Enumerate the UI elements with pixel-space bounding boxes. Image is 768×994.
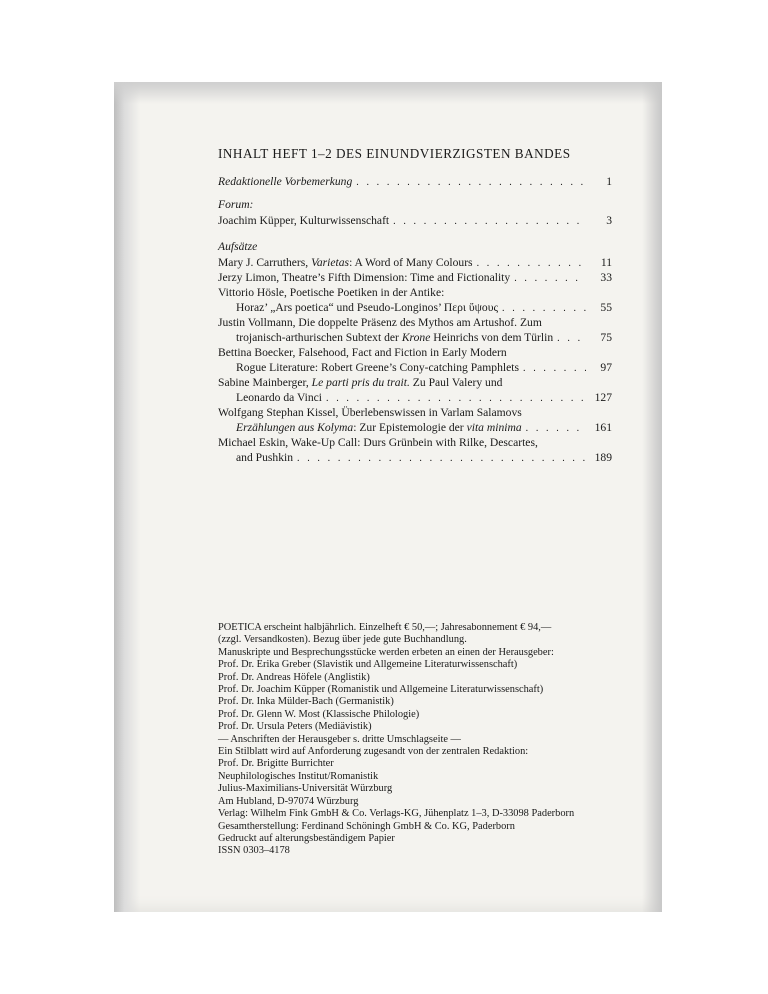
imprint-line: — Anschriften der Herausgeber s. dritte Umschlagseite — [218,733,461,745]
toc-page-number: 161 [594,421,612,434]
imprint-line: Prof. Dr. Brigitte Burrichter [218,758,334,770]
toc-title: Joachim Küpper, Kulturwissenschaft [218,214,390,227]
toc-title: Leonardo da Vinci [236,391,323,404]
toc-page-number: 55 [600,301,612,314]
imprint-line: ISSN 0303–4178 [218,845,290,857]
imprint-line: Gesamtherstellung: Ferdinand Schöningh GmbH & Co. KG, Paderborn [218,820,515,832]
toc-entry-mainberger-line1[interactable] [218,375,502,390]
imprint-line: Prof. Dr. Inka Mülder-Bach (Germanistik) [218,696,394,708]
author-text: Sabine Mainberger, [218,376,312,389]
toc-entry-vorbemerkung[interactable] [218,174,612,189]
dot-leader [477,256,586,271]
toc-title: Jerzy Limon, Theatre’s Fifth Dimension: Time and Fictionality [218,271,511,284]
toc-page-number: 3 [606,214,612,227]
dot-leader [356,175,586,190]
toc-entry-eskin-line1[interactable]: Michael Eskin, Wake-Up Call: Durs Grünbein with Rilke, Descartes, [218,436,538,449]
italic-term: Varietas [311,256,350,269]
contents-heading: INHALT HEFT 1–2 DES EINUNDVIERZIGSTEN BANDES [218,146,571,161]
toc-entry-eskin[interactable] [236,450,612,465]
toc-page-number: 189 [594,451,612,464]
toc-page-number: 1 [606,175,612,188]
imprint-line: POETICA erscheint halbjährlich. Einzelheft € 50,—; Jahresabonnement € 94,— [218,622,552,633]
title-text: : A Word of Many Colours [349,256,473,269]
toc-entry-kissel-line1[interactable]: Wolfgang Stephan Kissel, Überlebenswissen in Varlam Salamovs [218,406,522,419]
imprint-line: Ein Stilblatt wird auf Anforderung zugesandt von der zentralen Redaktion: [218,746,529,758]
title-text: Zu Paul Valery und [409,376,503,389]
imprint-block [218,622,638,858]
toc-title: and Pushkin [236,451,294,464]
toc-page-number: 97 [600,361,612,374]
dot-leader [502,301,586,316]
section-label-forum: Forum: [218,198,254,211]
imprint-line: Prof. Dr. Ursula Peters (Mediävistik) [218,721,372,733]
toc-page-number: 75 [600,331,612,344]
toc-entry-boecker[interactable] [236,360,612,375]
toc-page-number: 33 [600,271,612,284]
imprint-line: Manuskripte und Besprechungsstücke werden erbeten an einen der Herausgeber: [218,646,554,658]
italic-term: Le parti pris du trait. [311,376,410,389]
toc-entry-boecker-line1[interactable]: Bettina Boecker, Falsehood, Fact and Fiction in Early Modern [218,346,507,359]
title-text: : Zur Epistemologie der [353,421,467,434]
italic-term: Erzählungen aus Kolyma [236,421,354,434]
author-text: Mary J. Carruthers, [218,256,312,269]
title-text: Heinrichs von dem Türlin [430,331,554,344]
toc-entry-hoesle[interactable] [236,300,612,315]
scan-shadow-right [642,82,662,912]
dot-leader [326,391,586,406]
dot-leader [557,331,586,346]
imprint-line: Prof. Dr. Andreas Höfele (Anglistik) [218,671,370,683]
imprint-line: Prof. Dr. Glenn W. Most (Klassische Philologie) [218,708,420,720]
toc-entry-vollmann[interactable] [236,330,612,345]
section-label-aufsaetze: Aufsätze [218,240,258,253]
italic-term: Krone [401,331,431,344]
scan-shadow-left [114,82,140,912]
toc-title: Redaktionelle Vorbemerkung [218,175,353,188]
scan-shadow-top [114,82,662,104]
toc-title [236,420,522,435]
italic-term: vita minima [466,421,522,434]
toc-entry-carruthers[interactable] [218,255,612,270]
dot-leader [514,271,586,286]
toc-title [218,255,473,270]
toc-entry-kuepper[interactable] [218,213,612,228]
dot-leader [526,421,586,436]
toc-entry-vollmann-line1[interactable]: Justin Vollmann, Die doppelte Präsenz des Mythos am Artushof. Zum [218,316,542,329]
imprint-line: Gedruckt auf alterungsbeständigem Papier [218,832,395,844]
dot-leader [297,451,586,466]
toc-page-number: 11 [600,256,612,269]
dot-leader [393,214,586,229]
toc-entry-hoesle-line1[interactable]: Vittorio Hösle, Poetische Poetiken in der Antike: [218,286,445,299]
imprint-line: Prof. Dr. Erika Greber (Slavistik und Allgemeine Literaturwissenschaft) [218,659,518,671]
toc-entry-limon[interactable] [218,270,612,285]
dot-leader [523,361,586,376]
toc-title: Rogue Literature: Robert Greene’s Cony-catching Pamphlets [236,361,519,374]
toc-page-number: 127 [594,391,612,404]
toc-entry-mainberger[interactable] [236,390,612,405]
imprint-line: Prof. Dr. Joachim Küpper (Romanistik und Allgemeine Literaturwissenschaft) [218,684,544,696]
toc-entry-kissel[interactable] [236,420,612,435]
imprint-line: Julius-Maximilians-Universität Würzburg [218,783,393,795]
imprint-line: Neuphilologisches Institut/Romanistik [218,770,379,782]
title-text: trojanisch-arthurischen Subtext der [236,331,402,344]
imprint-line: (zzgl. Versandkosten). Bezug über jede gute Buchhandlung. [218,634,467,646]
toc-title [236,330,553,345]
toc-title: Horaz’ „Ars poetica“ und Pseudo-Longinos’ Περι ὕψους [236,301,499,314]
imprint-line: Verlag: Wilhelm Fink GmbH & Co. Verlags-KG, Jühenplatz 1–3, D-33098 Paderborn [218,808,575,820]
imprint-line: Am Hubland, D-97074 Würzburg [218,795,359,807]
